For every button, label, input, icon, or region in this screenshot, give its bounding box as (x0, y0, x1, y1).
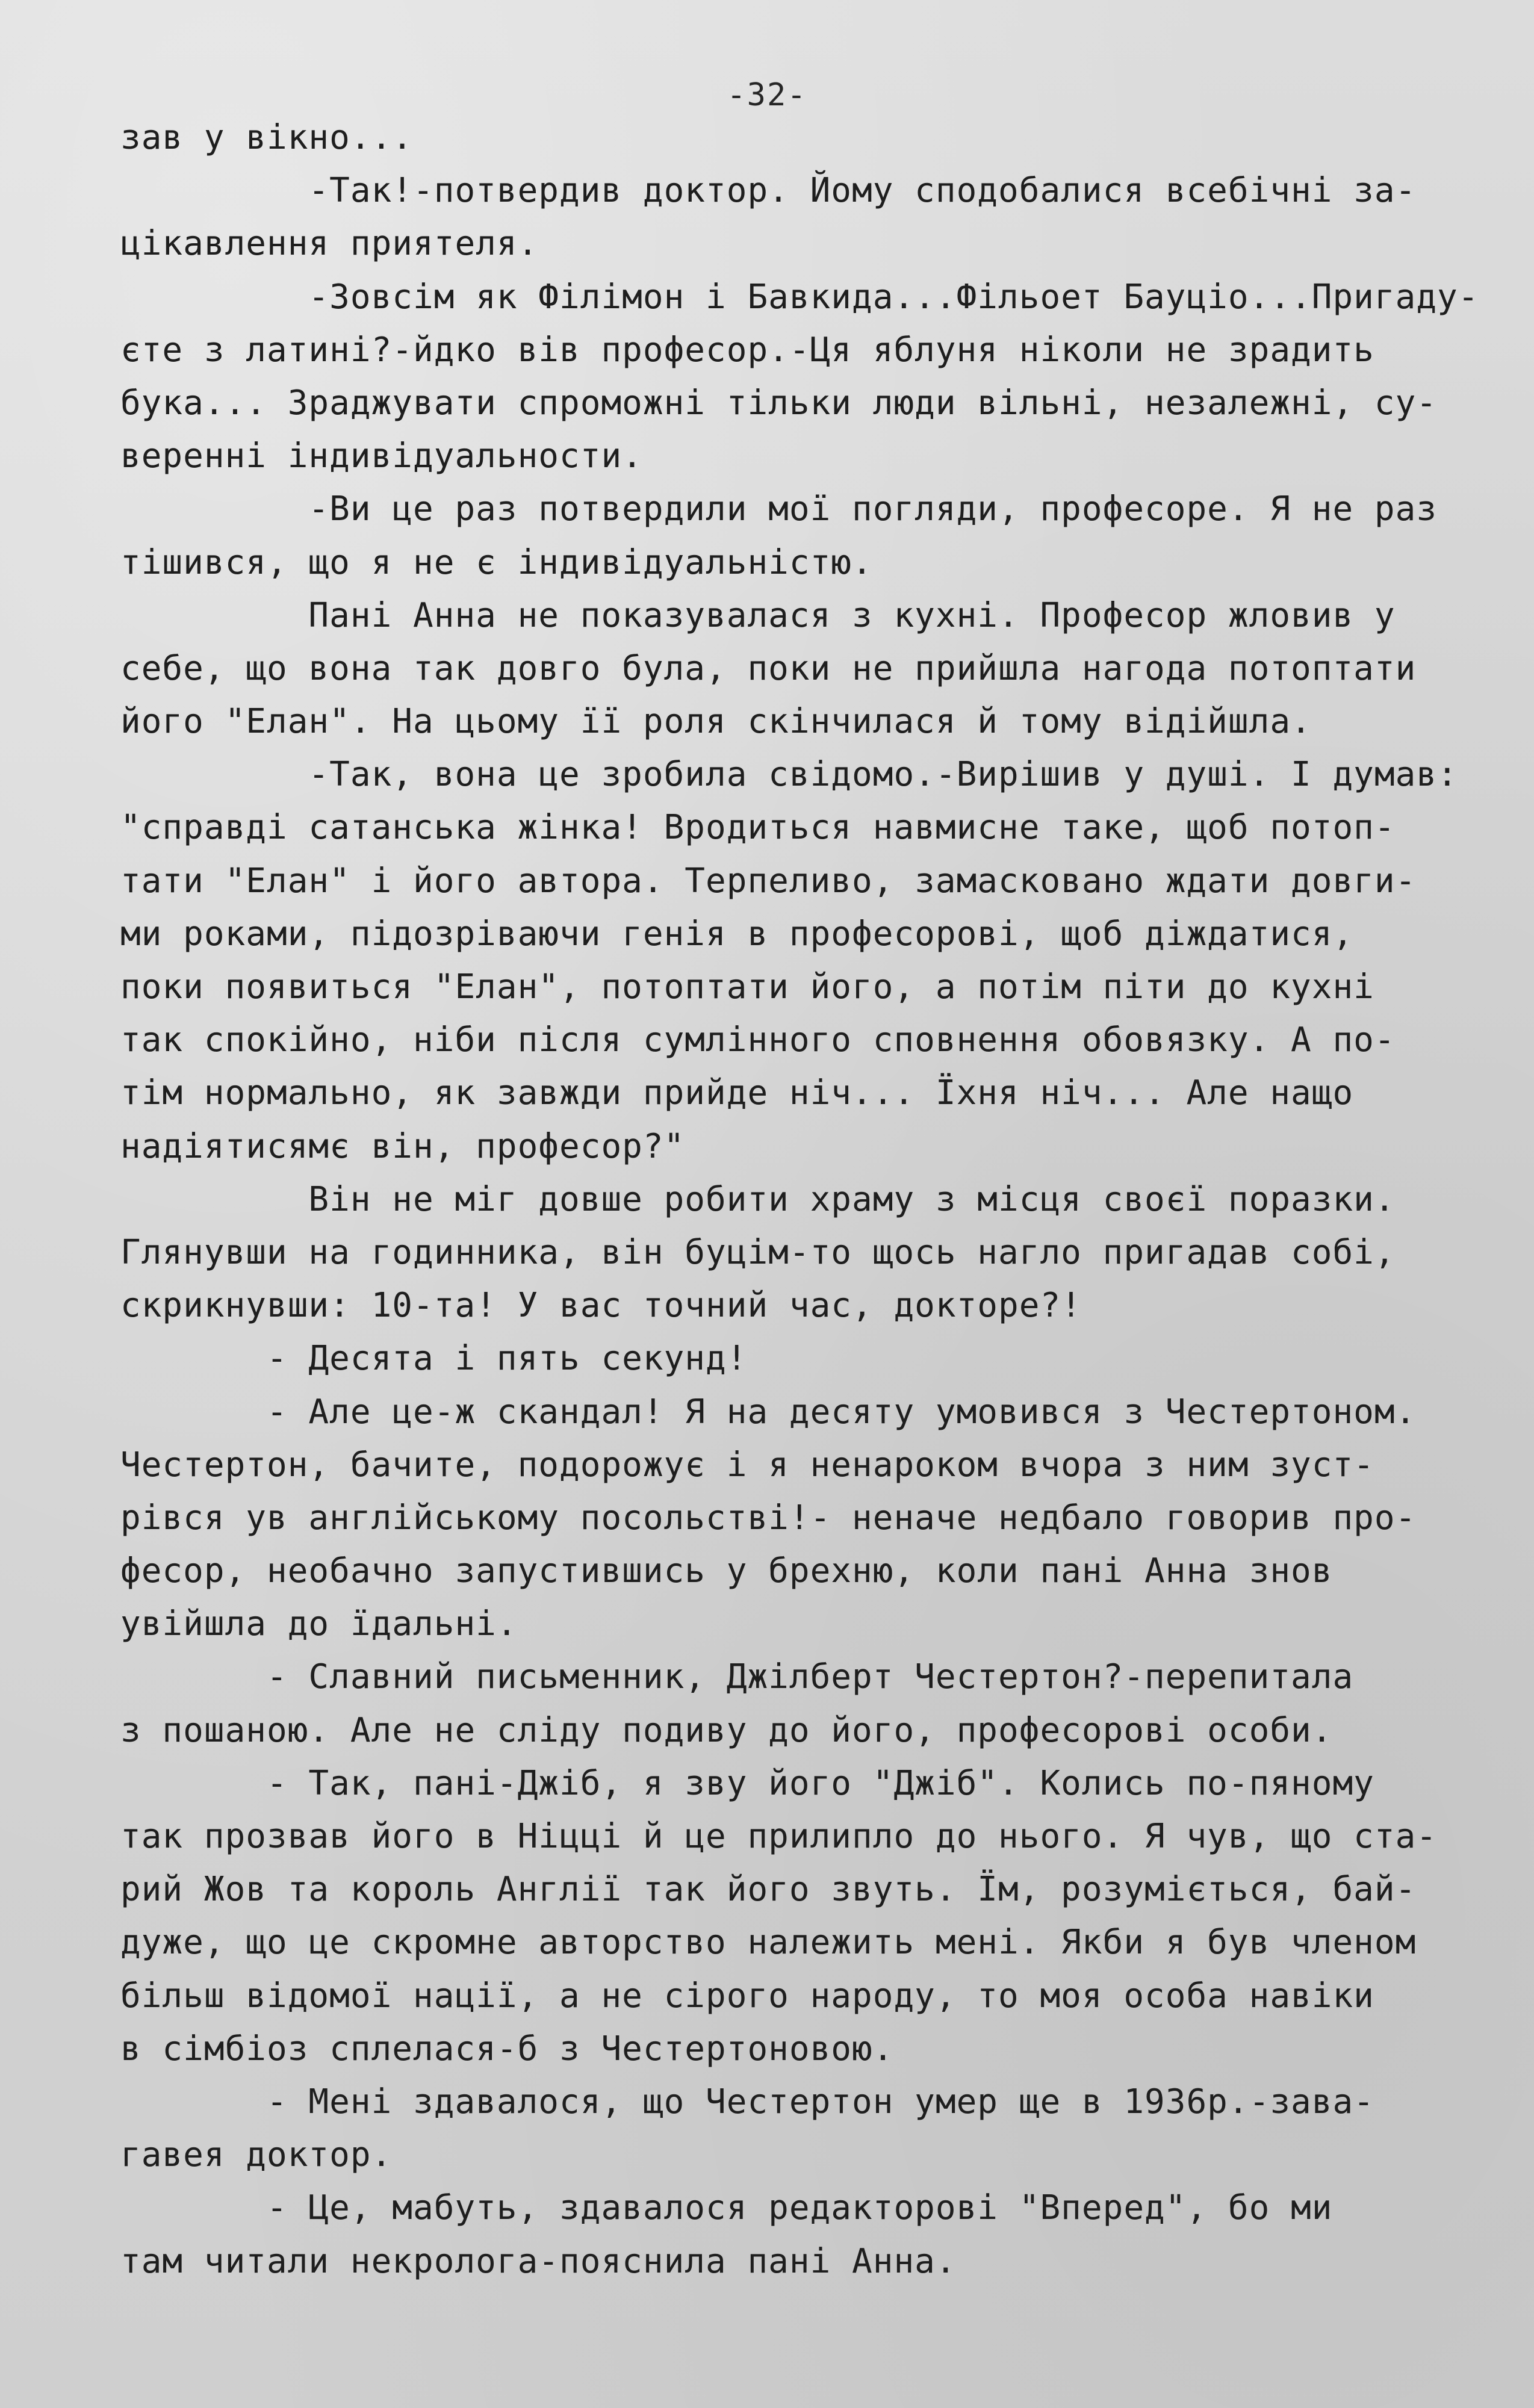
text-line: -Зовсім як Філімон і Бавкида...Фільоет Бауціо...Пригаду- (120, 277, 1479, 317)
text-line: веренні індивідуальности. (120, 436, 643, 476)
text-line: поки появиться "Елан", потоптати його, а потім піти до кухні (120, 967, 1374, 1007)
text-line: -Так!-потвердив доктор. Йому сподобалися всебічні за- (120, 171, 1417, 211)
text-line: єте з латині?-йдко вів професор.-Ця яблуня ніколи не зрадить (120, 330, 1374, 370)
text-line: цікавлення приятеля. (120, 224, 539, 264)
text-line: так прозвав його в Ніцці й це прилипло до нього. Я чув, що ста- (120, 1817, 1438, 1856)
text-line: тішився, що я не є індивідуальністю. (120, 542, 873, 582)
text-line: бука... Зраджувати спроможні тільки люди вільні, незалежні, су- (120, 383, 1438, 423)
text-line: тім нормально, як завжди прийде ніч... Їхня ніч... Але нащо (120, 1073, 1354, 1113)
text-line: там читали некролога-пояснила пані Анна. (120, 2241, 957, 2281)
text-line: "справді сатанська жінка! Вродиться навмисне таке, щоб потоп- (120, 808, 1396, 848)
text-line: - Мені здавалося, що Честертон умер ще в 1936р.-зава- (120, 2082, 1374, 2121)
text-line: фесор, необачно запустившись у брехню, коли пані Анна знов (120, 1551, 1333, 1591)
text-line: - Славний письменник, Джілберт Честертон?-перепитала (120, 1657, 1354, 1697)
page-text (120, 111, 1481, 2288)
text-line: Він не міг довше робити храму з місця своєї поразки. (120, 1179, 1396, 1219)
text-line: більш відомої нації, а не сірого народу, то моя особа навіки (120, 1976, 1374, 2015)
text-line: дуже, що це скромне авторство належить мені. Якби я був членом (120, 1923, 1417, 1963)
text-line: гавея доктор. (120, 2135, 393, 2175)
page-number: -32- (727, 77, 807, 113)
text-line: тати "Елан" і його автора. Терпеливо, замасковано ждати довги- (120, 861, 1417, 901)
text-line: рівся ув англійському посольстві!- неначе недбало говорив про- (120, 1498, 1417, 1538)
text-line: - Так, пані-Джіб, я зву його "Джіб". Колись по-пяному (120, 1763, 1374, 1803)
text-line: рий Жов та король Англії так його звуть. Їм, розуміється, бай- (120, 1870, 1417, 1910)
text-line: Глянувши на годинника, він буцім-то щось нагло пригадав собі, (120, 1232, 1396, 1272)
text-line: ми роками, підозріваючи генія в професорові, щоб діждатися, (120, 914, 1354, 954)
text-line: - Десята і пять секунд! (120, 1339, 748, 1379)
text-line: - Але це-ж скандал! Я на десяту умовився з Честертоном. (120, 1392, 1417, 1432)
text-line: -Ви це раз потвердили мої погляди, професоре. Я не раз (120, 489, 1438, 529)
text-line: з пошаною. Але не сліду подиву до його, професорові особи. (120, 1710, 1333, 1750)
text-line: скрикнувши: 10-та! У вас точний час, докторе?! (120, 1286, 1082, 1326)
text-line: зав у вікно... (120, 118, 414, 157)
text-line: -Так, вона це зробила свідомо.-Вирішив у душі. І думав: (120, 755, 1458, 795)
text-line: Пані Анна не показувалася з кухні. Професор жловив у (120, 595, 1396, 635)
text-line: увійшла до їдальні. (120, 1604, 518, 1644)
text-line: так спокійно, ніби після сумлінного сповнення обовязку. А по- (120, 1020, 1396, 1060)
text-line: його "Елан". На цьому її роля скінчилася й тому відійшла. (120, 702, 1312, 742)
text-line: в сімбіоз сплелася-б з Честертоновою. (120, 2029, 894, 2068)
text-line: Честертон, бачите, подорожує і я ненароком вчора з ним зуст- (120, 1445, 1374, 1485)
text-line: надіятисямє він, професор?" (120, 1126, 685, 1166)
text-line: - Це, мабуть, здавалося редакторові "Вперед", бо ми (120, 2188, 1333, 2228)
text-line: себе, що вона так довго була, поки не прийшла нагода потоптати (120, 648, 1417, 688)
